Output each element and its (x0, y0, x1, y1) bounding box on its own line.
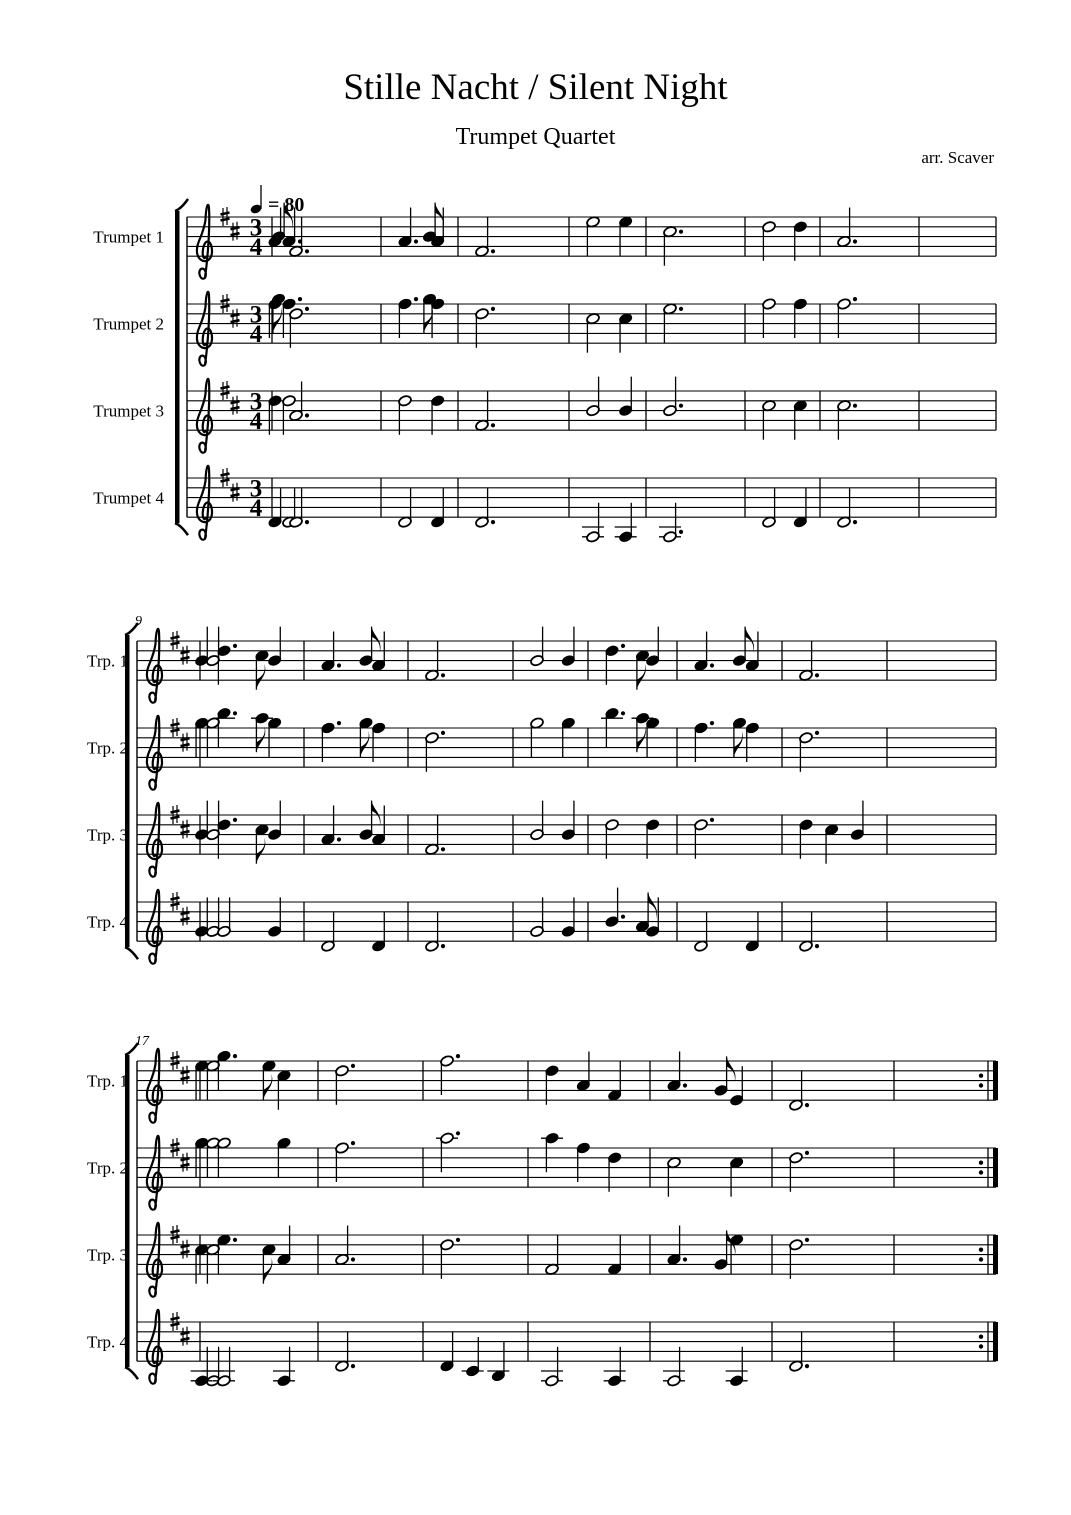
note (561, 717, 576, 757)
note (475, 307, 495, 348)
treble-clef-icon (147, 629, 162, 703)
sharp-icon (231, 483, 240, 502)
note (398, 208, 418, 248)
treble-clef-icon (197, 466, 212, 540)
instrument-name: Trp. 4 (87, 912, 128, 932)
note (267, 717, 282, 757)
note (430, 298, 445, 338)
note (321, 632, 341, 672)
sharp-icon (181, 1153, 190, 1172)
note (793, 220, 808, 260)
note (487, 1342, 509, 1382)
time-signature-top: 3 (249, 475, 263, 503)
note (321, 912, 336, 952)
note (277, 1069, 292, 1109)
time-signature-bottom: 4 (249, 234, 263, 262)
note (789, 1332, 809, 1372)
note (430, 394, 445, 434)
instrument-name: Trumpet 4 (93, 488, 164, 508)
time-signature-top: 3 (249, 301, 263, 329)
note (194, 627, 209, 667)
note (615, 503, 637, 543)
note (663, 303, 683, 343)
note (789, 1238, 809, 1279)
note (635, 649, 650, 689)
note (217, 1050, 237, 1090)
treble-clef-icon (147, 1223, 162, 1297)
note (837, 297, 857, 338)
note (335, 1064, 355, 1105)
sharp-icon (231, 309, 240, 328)
note (321, 721, 341, 762)
note (217, 1234, 237, 1274)
note (541, 1347, 563, 1387)
sharp-icon (181, 733, 190, 752)
treble-clef-icon (197, 205, 212, 279)
sharp-icon (181, 820, 190, 839)
note (422, 293, 437, 333)
note (289, 307, 309, 348)
note (321, 806, 341, 846)
note (605, 644, 625, 685)
treble-clef-icon (147, 803, 162, 877)
instrument-name: Trp. 3 (87, 825, 128, 845)
note (605, 818, 620, 858)
note (217, 644, 237, 685)
note (425, 731, 445, 772)
score-subtitle: Trumpet Quartet (455, 124, 616, 150)
sharp-icon (231, 222, 240, 241)
instrument-name: Trumpet 2 (93, 314, 164, 334)
treble-clef-icon (147, 1049, 162, 1123)
note (273, 1347, 295, 1387)
note (440, 1054, 460, 1095)
note (561, 627, 576, 667)
note (371, 912, 386, 952)
note (789, 1071, 809, 1111)
treble-clef-icon (147, 1136, 162, 1210)
time-signature-top: 3 (249, 214, 263, 242)
note (262, 1243, 277, 1283)
note (545, 1235, 560, 1275)
note (545, 1064, 560, 1104)
note (541, 1132, 563, 1172)
note (667, 1156, 682, 1196)
note (255, 649, 270, 689)
note (667, 1226, 687, 1266)
note (475, 488, 495, 528)
note (430, 488, 445, 528)
treble-clef-icon (147, 890, 162, 964)
note (475, 391, 495, 431)
note (475, 217, 495, 257)
note (213, 707, 237, 747)
note (663, 225, 683, 265)
note (268, 488, 283, 528)
treble-clef-icon (197, 379, 212, 453)
note (694, 818, 714, 859)
instrument-name: Trp. 3 (87, 1245, 128, 1265)
note (789, 1151, 809, 1192)
note (561, 801, 576, 841)
note (267, 801, 282, 841)
note (645, 627, 660, 667)
note (530, 717, 545, 757)
score-title: Stille Nacht / Silent Night (343, 67, 728, 108)
note (762, 220, 777, 260)
instrument-name: Trp. 2 (87, 1158, 128, 1178)
note (576, 1052, 591, 1092)
note (762, 298, 777, 338)
note (726, 1347, 748, 1387)
note (425, 641, 445, 681)
note (645, 717, 660, 757)
tempo-text: = 80 (268, 194, 305, 216)
note (268, 394, 283, 434)
note (425, 912, 445, 952)
note (793, 399, 808, 439)
note (586, 377, 601, 417)
time-signature-bottom: 4 (249, 495, 263, 523)
note (663, 1347, 685, 1387)
note (837, 488, 857, 528)
score-system (175, 199, 996, 543)
note (255, 823, 270, 863)
sharp-icon (181, 646, 190, 665)
time-signature-bottom: 4 (249, 321, 263, 349)
note (729, 1234, 744, 1274)
note (607, 1151, 622, 1191)
note (659, 503, 683, 543)
note (745, 722, 760, 762)
time-signature-top: 3 (249, 388, 263, 416)
sharp-icon (231, 396, 240, 415)
sharp-icon (181, 1327, 190, 1346)
note (607, 1061, 622, 1101)
note (694, 912, 709, 952)
note (837, 399, 857, 439)
note (440, 1332, 455, 1372)
note (601, 707, 625, 747)
note (694, 721, 714, 762)
score-system (125, 623, 996, 964)
note (618, 312, 633, 352)
note (799, 818, 814, 858)
note (194, 801, 209, 841)
instrument-name: Trp. 1 (87, 1071, 128, 1091)
note (217, 818, 237, 859)
measure-number: 9 (135, 614, 142, 629)
note (793, 488, 808, 528)
instrument-name: Trp. 4 (87, 1332, 128, 1352)
note (398, 394, 413, 434)
treble-clef-icon (197, 292, 212, 366)
note (732, 717, 747, 757)
note (262, 1060, 277, 1100)
note (436, 1131, 460, 1172)
sharp-icon (181, 1240, 190, 1259)
note (217, 1137, 232, 1177)
note (335, 1226, 355, 1266)
note (359, 717, 374, 757)
note (462, 1337, 484, 1377)
note (745, 912, 760, 952)
note (850, 801, 865, 841)
note (632, 712, 654, 752)
instrument-name: Trumpet 1 (93, 227, 164, 247)
treble-clef-icon (147, 716, 162, 790)
note (530, 627, 545, 667)
note (213, 1347, 235, 1387)
instrument-name: Trp. 1 (87, 651, 128, 671)
note (335, 1332, 355, 1372)
note (267, 627, 282, 667)
note (371, 722, 386, 762)
score-system (125, 1043, 998, 1387)
note (267, 897, 282, 937)
note (289, 488, 309, 528)
note (604, 1347, 626, 1387)
note (645, 818, 660, 858)
note (398, 488, 413, 528)
note (586, 312, 601, 352)
note (561, 897, 576, 937)
note (425, 815, 445, 855)
instrument-name: Trp. 2 (87, 738, 128, 758)
note (530, 801, 545, 841)
note (530, 897, 545, 937)
measure-number: 17 (135, 1034, 149, 1049)
note (277, 1226, 292, 1266)
note (440, 1238, 460, 1279)
note (277, 1137, 292, 1177)
note (824, 823, 839, 863)
note (799, 641, 819, 681)
treble-clef-icon (147, 1310, 162, 1384)
note (576, 1142, 591, 1182)
tempo-marking (249, 185, 304, 216)
arranger-credit: arr. Scaver (921, 148, 994, 167)
sharp-icon (181, 907, 190, 926)
note (335, 1141, 355, 1182)
note (194, 897, 209, 937)
note (607, 1235, 622, 1275)
note (586, 216, 601, 256)
note (762, 488, 777, 528)
note (793, 298, 808, 338)
note (762, 399, 777, 439)
sharp-icon (181, 1066, 190, 1085)
note (799, 731, 819, 772)
note (729, 1066, 744, 1106)
note (618, 216, 633, 256)
time-signature-bottom: 4 (249, 408, 263, 436)
note (694, 632, 714, 672)
note (582, 503, 604, 543)
instrument-name: Trumpet 3 (93, 401, 164, 421)
note (799, 912, 819, 952)
note (837, 208, 857, 248)
note (667, 1052, 687, 1092)
note (398, 297, 418, 338)
note (729, 1156, 744, 1196)
note (191, 1347, 213, 1387)
note (618, 377, 633, 417)
